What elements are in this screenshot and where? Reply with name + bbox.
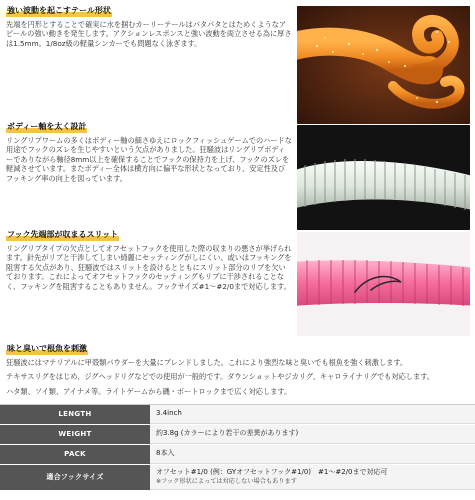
- spec-label: WEIGHT: [0, 425, 150, 444]
- feature-scent-paragraph: 狂騒波にはマテリアルに甲殻類パウダーを大量にブレンドしました。これにより強烈な味と臭いでも根魚を強く刺激します。: [6, 357, 408, 367]
- spec-value: 3.4inch: [150, 405, 475, 424]
- feature-slit-body: リングリプタイプの欠点としてオフセットフックを使用した際の収まりの悪さが挙げられます。針先がリブと干渉してしまい綺麗にセッティングがしにくい、或いはフッキングを阻害する欠点があり、狂騒波ではスリットを設けるとともにスリット部分のリブを欠いております。これによってオフセットフックのセッティングもリブに干渉されることなく、フッキングを阻害することもありません。フックサイズ#1〜#2/0まで対応します。: [6, 243, 292, 291]
- spec-label: LENGTH: [0, 405, 150, 424]
- spec-value: 約3.8g (カラーにより若干の差異があります): [150, 425, 475, 444]
- feature-slit: [0, 230, 475, 338]
- feature-body-axis-heading: ボディー軸を太く設計: [7, 122, 87, 131]
- feature-slit-text: [6, 230, 292, 291]
- feature-tail-body: 先端を円形とすることで確実に水を掴むカーリーテールはパタパタとはためくようなアピールの強い動きを発生します。アクションレスポンスと強い波動を両立させる為に厚さは1.5mm。1/8oz級の軽量シンカーでも問題なく泳ぎます。: [6, 19, 292, 48]
- spec-label: 適合フックサイズ: [0, 465, 150, 490]
- feature-body-axis-photo: [297, 125, 470, 230]
- feature-body-axis: [0, 122, 475, 230]
- feature-slit-photo: [297, 232, 470, 336]
- feature-scent-body: [6, 358, 468, 397]
- feature-scent-paragraph: テキサスリグをはじめ、ジグヘッドリグなどでの使用が一般的です。ダウンショットやジカリグ、キャロライナリグでも対応します。: [6, 372, 434, 382]
- spec-label: PACK: [0, 445, 150, 464]
- spec-row-pack: [0, 445, 475, 465]
- feature-tail-heading: 強い波動を起こすテール形状: [7, 6, 111, 15]
- feature-scent: [6, 344, 468, 401]
- spec-value: オフセット#1/0 (例：GYオフセットフック#1/0) #1〜#2/0まで対応可 ※フック形状によっては対応しない場合もあります: [150, 465, 475, 490]
- feature-tail-photo: [297, 6, 470, 124]
- feature-scent-heading: 味と臭いで根魚を刺激: [7, 344, 87, 353]
- spec-table: [0, 404, 475, 491]
- feature-body-axis-text: [6, 122, 292, 183]
- feature-slit-heading: フック先端部が収まるスリット: [7, 230, 119, 239]
- feature-tail-text: [6, 6, 292, 48]
- spec-row-length: [0, 405, 475, 425]
- spec-value: 8本入: [150, 445, 475, 464]
- spec-row-weight: [0, 425, 475, 445]
- spec-note: ※フック形状によっては対応しない場合もあります: [156, 477, 297, 485]
- feature-scent-paragraph: ハタ類、ソイ類、アイナメ等。ライトゲームから磯・ボートロックまで広く対応します。: [6, 386, 292, 396]
- spec-row-hook-size: [0, 465, 475, 491]
- feature-tail: [0, 6, 475, 124]
- feature-body-axis-body: リングリプワームの多くはボディー軸の細さゆえにロックフィッシュゲームでのハードな用途でフックのズレを生じやすいという欠点がありました。狂騒波はリングリプボディーでありながら軸径8mm以上を確保することでフックの保持力を上げ、フックのズレを軽減させています。またボディー全体は横方向に偏平な形状となっており、安定性及びフッキング率の向上を図っています。: [6, 135, 292, 183]
